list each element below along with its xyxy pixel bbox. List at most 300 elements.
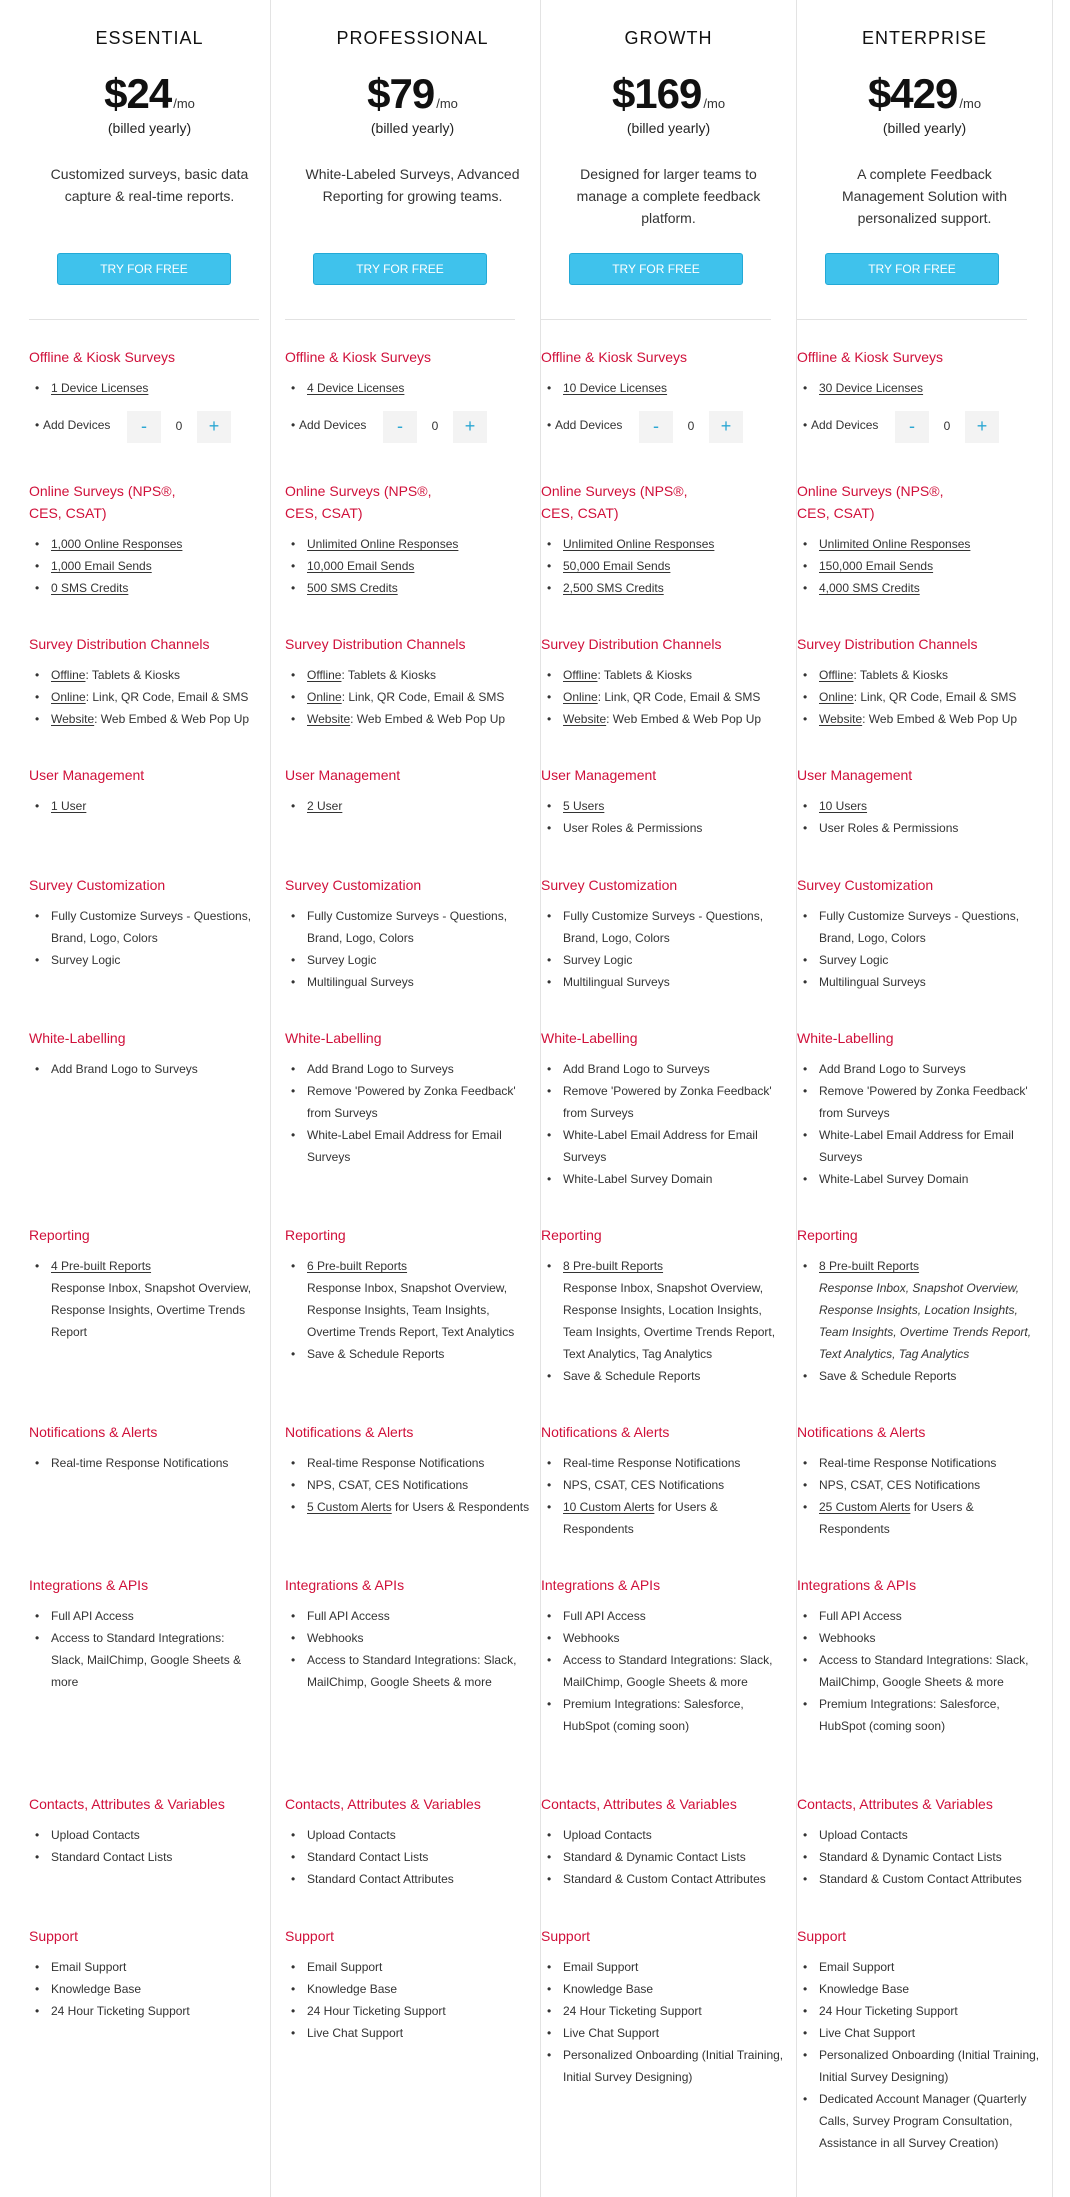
list-item: [285, 1649, 530, 1693]
section-title: Reporting: [29, 1227, 90, 1243]
feature-list: [29, 1255, 260, 1343]
add-devices-stepper: [29, 411, 260, 443]
feature-text: Knowledge Base: [563, 1982, 654, 1996]
list-item: [29, 949, 260, 971]
feature-section-offline: [285, 346, 530, 443]
section-title: White-Labelling: [29, 1030, 126, 1046]
list-item: [797, 1846, 1042, 1868]
feature-list: [285, 533, 530, 599]
list-item: [285, 1496, 530, 1518]
feature-list: [541, 1452, 786, 1540]
channel-detail: : Web Embed & Web Pop Up: [606, 712, 762, 726]
feature-text: Full API Access: [563, 1609, 646, 1623]
increment-button[interactable]: +: [453, 411, 487, 443]
list-item: [29, 1255, 260, 1343]
feature-list: [797, 795, 1042, 839]
list-item: [29, 577, 260, 599]
list-item: [285, 2000, 530, 2022]
feature-section-offline: [29, 346, 260, 443]
feature-link[interactable]: 6 Pre-built Reports: [307, 1259, 408, 1273]
list-item: [797, 1868, 1042, 1890]
feature-text: Webhooks: [563, 1631, 620, 1645]
channel-link[interactable]: Offline: [307, 668, 342, 682]
feature-section-support: [29, 1925, 260, 2022]
feature-text: Survey Logic: [563, 953, 633, 967]
section-title: Offline & Kiosk Surveys: [797, 349, 944, 365]
feature-text: Add Brand Logo to Surveys: [307, 1062, 454, 1076]
feature-section-distribution: [285, 633, 530, 730]
list-item: [285, 1255, 530, 1343]
list-item: [285, 1868, 530, 1890]
list-item: [797, 577, 1042, 599]
channel-detail: : Web Embed & Web Pop Up: [94, 712, 250, 726]
feature-text: Real-time Response Notifications: [563, 1456, 741, 1470]
try-for-free-button[interactable]: TRY FOR FREE: [57, 253, 231, 285]
section-title: Integrations & APIs: [285, 1577, 405, 1593]
feature-text: Premium Integrations: Salesforce, HubSpot (coming soon): [819, 1697, 1000, 1733]
list-item: [541, 1474, 786, 1496]
section-title: White-Labelling: [285, 1030, 382, 1046]
section-title: White-Labelling: [797, 1030, 894, 1046]
section-title: User Management: [29, 767, 145, 783]
feature-text: Live Chat Support: [563, 2026, 660, 2040]
section-title: Survey Customization: [797, 877, 934, 893]
device-licenses-link[interactable]: 4 Device Licenses: [307, 381, 405, 395]
feature-section-online: [797, 480, 1042, 599]
feature-link[interactable]: 4,000 SMS Credits: [819, 581, 920, 595]
list-item: [797, 2088, 1042, 2154]
feature-list: [541, 795, 786, 839]
list-item: [541, 2000, 786, 2022]
feature-section-reporting: [285, 1224, 530, 1365]
price-row: [29, 70, 270, 118]
list-item: [797, 1080, 1042, 1124]
feature-text: Survey Logic: [307, 953, 377, 967]
feature-section-users: [797, 764, 1042, 839]
list-item: [29, 2000, 260, 2022]
channel-link[interactable]: Online: [51, 690, 86, 704]
list-item: [541, 1649, 786, 1693]
feature-text: Knowledge Base: [307, 1982, 398, 1996]
list-item: [541, 1605, 786, 1627]
feature-list: [29, 533, 260, 599]
device-licenses-link[interactable]: 30 Device Licenses: [819, 381, 924, 395]
feature-text: Standard Contact Lists: [51, 1850, 173, 1864]
add-devices-label: • Add Devices: [285, 418, 366, 432]
list-item: [285, 971, 530, 993]
feature-text: Remove 'Powered by Zonka Feedback' from Surveys: [307, 1084, 516, 1120]
increment-button[interactable]: +: [965, 411, 999, 443]
feature-link[interactable]: 10 Users: [819, 799, 868, 813]
section-title: Offline & Kiosk Surveys: [29, 349, 176, 365]
list-item: [285, 1605, 530, 1627]
list-item: [285, 795, 530, 817]
add-devices-stepper: [541, 411, 786, 443]
decrement-button[interactable]: -: [639, 411, 673, 443]
price-period: /mo: [173, 96, 195, 111]
feature-section-alerts: [29, 1421, 260, 1474]
feature-list: [285, 377, 530, 399]
feature-link[interactable]: Unlimited Online Responses: [307, 537, 459, 551]
list-item: [541, 1168, 786, 1190]
list-item: [541, 1978, 786, 2000]
feature-text: for Users & Respondents: [563, 1500, 718, 1536]
channel-link[interactable]: Website: [307, 712, 351, 726]
device-quantity[interactable]: 0: [175, 419, 183, 433]
section-title: Reporting: [285, 1227, 346, 1243]
feature-section-whitelabel: [541, 1027, 786, 1190]
add-devices-label: • Add Devices: [29, 418, 110, 432]
feature-list: [797, 533, 1042, 599]
feature-link[interactable]: 150,000 Email Sends: [819, 559, 934, 573]
feature-section-offline: [797, 346, 1042, 443]
channel-link[interactable]: Website: [819, 712, 863, 726]
feature-text: Remove 'Powered by Zonka Feedback' from Surveys: [819, 1084, 1028, 1120]
list-item: [797, 1058, 1042, 1080]
price: $429: [867, 70, 958, 117]
device-licenses-link[interactable]: 10 Device Licenses: [563, 381, 668, 395]
section-title: Support: [797, 1928, 847, 1944]
plan-column-growth: [541, 0, 797, 2197]
feature-text: Webhooks: [819, 1631, 876, 1645]
list-item: [797, 1978, 1042, 2000]
feature-text: Full API Access: [307, 1609, 390, 1623]
section-title: Survey Customization: [285, 877, 422, 893]
list-item: [541, 377, 786, 399]
feature-link[interactable]: 2,500 SMS Credits: [563, 581, 664, 595]
list-item: [541, 795, 786, 817]
feature-section-online: [285, 480, 530, 599]
list-item: [797, 1693, 1042, 1737]
list-item: [285, 1956, 530, 1978]
section-title: Survey Distribution Channels: [29, 636, 210, 652]
feature-link[interactable]: 10,000 Email Sends: [307, 559, 415, 573]
list-item: [29, 795, 260, 817]
plan-column-enterprise: [797, 0, 1053, 2197]
list-item: [797, 2000, 1042, 2022]
channel-detail: : Link, QR Code, Email & SMS: [853, 690, 1017, 704]
list-item: [285, 1474, 530, 1496]
feature-link[interactable]: 5 Custom Alerts: [307, 1500, 392, 1514]
feature-text: Standard & Dynamic Contact Lists: [819, 1850, 1002, 1864]
feature-list: [541, 533, 786, 599]
list-item: [285, 949, 530, 971]
feature-text: User Roles & Permissions: [819, 821, 959, 835]
feature-list: [29, 1452, 260, 1474]
add-devices-stepper: [797, 411, 1042, 443]
list-item: [29, 1956, 260, 1978]
section-title: Notifications & Alerts: [29, 1424, 158, 1440]
list-item: [29, 1627, 260, 1693]
list-item: [797, 1649, 1042, 1693]
feature-text: Upload Contacts: [563, 1828, 652, 1842]
feature-list: [285, 905, 530, 993]
section-title: Integrations & APIs: [797, 1577, 917, 1593]
price-period: /mo: [703, 96, 726, 111]
device-licenses-link[interactable]: 1 Device Licenses: [51, 381, 149, 395]
feature-list: [797, 1956, 1042, 2154]
list-item: [285, 1452, 530, 1474]
list-item: [285, 1846, 530, 1868]
list-item: [541, 971, 786, 993]
feature-text: Knowledge Base: [819, 1982, 910, 1996]
list-item: [285, 664, 530, 686]
feature-link[interactable]: 8 Pre-built Reports: [819, 1259, 920, 1273]
divider: [797, 319, 1027, 320]
plan-name: ESSENTIAL: [95, 28, 204, 48]
feature-list: [285, 1058, 530, 1168]
feature-link[interactable]: 5 Users: [563, 799, 605, 813]
feature-link[interactable]: 50,000 Email Sends: [563, 559, 671, 573]
channel-link[interactable]: Online: [307, 690, 342, 704]
feature-list: [541, 1255, 786, 1387]
feature-text: Survey Logic: [819, 953, 889, 967]
channel-link[interactable]: Website: [563, 712, 607, 726]
device-quantity[interactable]: 0: [943, 419, 951, 433]
feature-list: [541, 377, 786, 399]
feature-section-reporting: [797, 1224, 1042, 1387]
channel-link[interactable]: Online: [563, 690, 598, 704]
feature-list: [541, 1605, 786, 1737]
feature-section-users: [285, 764, 530, 817]
channel-link[interactable]: Offline: [819, 668, 854, 682]
list-item: [29, 905, 260, 949]
plan-description: Designed for larger teams to manage a complete feedback platform.: [576, 166, 761, 226]
list-item: [541, 664, 786, 686]
feature-text: Upload Contacts: [819, 1828, 908, 1842]
section-title: Survey Distribution Channels: [797, 636, 978, 652]
feature-list: [541, 1956, 786, 2088]
list-item: [541, 1452, 786, 1474]
feature-link[interactable]: 10 Custom Alerts: [563, 1500, 655, 1514]
list-item: [797, 2022, 1042, 2044]
device-quantity[interactable]: 0: [431, 419, 439, 433]
feature-section-distribution: [29, 633, 260, 730]
feature-text: Save & Schedule Reports: [307, 1347, 445, 1361]
feature-list: [29, 1824, 260, 1868]
list-item: [797, 377, 1042, 399]
feature-text: Survey Logic: [51, 953, 121, 967]
channel-detail: : Tablets & Kiosks: [853, 668, 948, 682]
feature-section-online: [541, 480, 786, 599]
feature-text: Full API Access: [51, 1609, 134, 1623]
feature-section-contacts: [29, 1793, 260, 1868]
plan-column-essential: [29, 0, 271, 2197]
feature-list: [285, 1255, 530, 1365]
try-for-free-button[interactable]: TRY FOR FREE: [569, 253, 743, 285]
feature-text: Standard Contact Lists: [307, 1850, 429, 1864]
channel-link[interactable]: Offline: [51, 668, 86, 682]
report-list: Response Inbox, Snapshot Overview, Response Insights, Team Insights, Overtime Trends Report, Text Analytics: [307, 1281, 515, 1339]
section-title: User Management: [285, 767, 401, 783]
try-for-free-button[interactable]: TRY FOR FREE: [825, 253, 999, 285]
section-title: Support: [285, 1928, 335, 1944]
plan-name: PROFESSIONAL: [336, 28, 489, 48]
list-item: [541, 905, 786, 949]
list-item: [797, 817, 1042, 839]
section-title: Contacts, Attributes & Variables: [797, 1796, 993, 1812]
list-item: [797, 555, 1042, 577]
list-item: [797, 1824, 1042, 1846]
list-item: [541, 1365, 786, 1387]
list-item: [541, 686, 786, 708]
channel-detail: : Link, QR Code, Email & SMS: [85, 690, 249, 704]
section-title: Online Surveys (NPS®, CES, CSAT): [541, 483, 688, 521]
list-item: [797, 971, 1042, 993]
list-item: [285, 577, 530, 599]
feature-list: [797, 377, 1042, 399]
section-title: Offline & Kiosk Surveys: [541, 349, 688, 365]
channel-link[interactable]: Website: [51, 712, 95, 726]
decrement-button[interactable]: -: [127, 411, 161, 443]
section-title: White-Labelling: [541, 1030, 638, 1046]
feature-link[interactable]: 1,000 Online Responses: [51, 537, 183, 551]
feature-text: Access to Standard Integrations: Slack, MailChimp, Google Sheets & more: [563, 1653, 773, 1689]
feature-list: [29, 1605, 260, 1693]
feature-link[interactable]: 0 SMS Credits: [51, 581, 129, 595]
price: $79: [367, 70, 435, 117]
list-item: [797, 533, 1042, 555]
divider: [285, 319, 515, 320]
list-item: [541, 1058, 786, 1080]
channel-detail: : Tablets & Kiosks: [341, 668, 436, 682]
list-item: [797, 1452, 1042, 1474]
price-period: /mo: [436, 96, 458, 111]
feature-text: Personalized Onboarding (Initial Training, Initial Survey Designing): [819, 2048, 1040, 2084]
feature-section-contacts: [285, 1793, 530, 1890]
section-title: Survey Distribution Channels: [541, 636, 722, 652]
feature-list: [285, 1605, 530, 1693]
plan-description: Customized surveys, basic data capture & real-time reports.: [50, 166, 249, 204]
feature-link[interactable]: Unlimited Online Responses: [563, 537, 715, 551]
feature-text: Save & Schedule Reports: [563, 1369, 701, 1383]
list-item: [797, 1168, 1042, 1190]
feature-section-support: [797, 1925, 1042, 2154]
list-item: [29, 377, 260, 399]
feature-list: [29, 905, 260, 971]
billing-note: (billed yearly): [370, 120, 455, 136]
feature-list: [541, 664, 786, 730]
channel-detail: : Tablets & Kiosks: [597, 668, 692, 682]
feature-text: 24 Hour Ticketing Support: [51, 2004, 190, 2018]
feature-text: Fully Customize Surveys - Questions, Brand, Logo, Colors: [51, 909, 252, 945]
feature-text: Add Brand Logo to Surveys: [51, 1062, 198, 1076]
feature-text: NPS, CSAT, CES Notifications: [819, 1478, 981, 1492]
feature-section-offline: [541, 346, 786, 443]
feature-list: [797, 1824, 1042, 1890]
list-item: [285, 686, 530, 708]
feature-list: [797, 664, 1042, 730]
section-title: User Management: [541, 767, 657, 783]
feature-text: Multilingual Surveys: [563, 975, 670, 989]
feature-link[interactable]: 1,000 Email Sends: [51, 559, 152, 573]
list-item: [285, 2022, 530, 2044]
report-list: Response Inbox, Snapshot Overview, Response Insights, Overtime Trends Report: [51, 1281, 252, 1339]
feature-list: [797, 1605, 1042, 1737]
feature-link[interactable]: 4 Pre-built Reports: [51, 1259, 152, 1273]
feature-link[interactable]: 1 User: [51, 799, 87, 813]
decrement-button[interactable]: -: [383, 411, 417, 443]
section-title: Notifications & Alerts: [797, 1424, 926, 1440]
increment-button[interactable]: +: [197, 411, 231, 443]
feature-link[interactable]: Unlimited Online Responses: [819, 537, 971, 551]
feature-text: Real-time Response Notifications: [307, 1456, 485, 1470]
list-item: [285, 1824, 530, 1846]
channel-detail: : Link, QR Code, Email & SMS: [341, 690, 505, 704]
list-item: [541, 1627, 786, 1649]
device-quantity[interactable]: 0: [687, 419, 695, 433]
list-item: [797, 1124, 1042, 1168]
add-devices-label: • Add Devices: [797, 418, 878, 432]
list-item: [797, 905, 1042, 949]
feature-section-online: [29, 480, 260, 599]
list-item: [541, 949, 786, 971]
price-row: [797, 70, 1052, 118]
feature-list: [29, 1956, 260, 2022]
feature-section-customization: [797, 874, 1042, 993]
feature-list: [797, 905, 1042, 993]
channel-link[interactable]: Offline: [563, 668, 598, 682]
section-title: Survey Customization: [541, 877, 678, 893]
feature-text: Standard & Custom Contact Attributes: [819, 1872, 1022, 1886]
feature-link[interactable]: 2 User: [307, 799, 343, 813]
feature-list: [285, 664, 530, 730]
list-item: [29, 555, 260, 577]
plan-column-professional: [285, 0, 541, 2197]
list-item: [541, 533, 786, 555]
list-item: [541, 1956, 786, 1978]
feature-text: Personalized Onboarding (Initial Training, Initial Survey Designing): [563, 2048, 784, 2084]
price: $169: [611, 70, 702, 117]
feature-section-integrations: [285, 1574, 530, 1693]
feature-section-alerts: [541, 1421, 786, 1540]
list-item: [29, 1605, 260, 1627]
feature-list: [797, 1452, 1042, 1540]
feature-link[interactable]: 8 Pre-built Reports: [563, 1259, 664, 1273]
list-item: [541, 708, 786, 730]
list-item: [285, 533, 530, 555]
list-item: [541, 1868, 786, 1890]
list-item: [797, 2044, 1042, 2088]
feature-section-alerts: [285, 1421, 530, 1518]
list-item: [29, 686, 260, 708]
feature-text: Live Chat Support: [819, 2026, 916, 2040]
report-list: Response Inbox, Snapshot Overview, Response Insights, Location Insights, Team Insights, Overtime Trends Report, Text Analytics, Tag Analytics: [819, 1281, 1032, 1361]
list-item: [29, 1058, 260, 1080]
feature-text: Upload Contacts: [307, 1828, 396, 1842]
feature-link[interactable]: 25 Custom Alerts: [819, 1500, 911, 1514]
decrement-button[interactable]: -: [895, 411, 929, 443]
list-item: [285, 1627, 530, 1649]
list-item: [797, 1255, 1042, 1365]
feature-text: Access to Standard Integrations: Slack, MailChimp, Google Sheets & more: [51, 1631, 242, 1689]
add-devices-label: • Add Devices: [541, 418, 622, 432]
feature-text: Email Support: [307, 1960, 383, 1974]
channel-link[interactable]: Online: [819, 690, 854, 704]
section-title: Contacts, Attributes & Variables: [285, 1796, 481, 1812]
feature-text: White-Label Email Address for Email Surveys: [819, 1128, 1014, 1164]
feature-text: User Roles & Permissions: [563, 821, 703, 835]
report-list: Response Inbox, Snapshot Overview, Response Insights, Location Insights, Team Insights, Overtime Trends Report, Text Analytics, Tag Analytics: [563, 1281, 776, 1361]
feature-link[interactable]: 500 SMS Credits: [307, 581, 398, 595]
list-item: [541, 1693, 786, 1737]
feature-section-whitelabel: [797, 1027, 1042, 1190]
section-title: Online Surveys (NPS®, CES, CSAT): [29, 483, 176, 521]
feature-text: Email Support: [51, 1960, 127, 1974]
feature-text: Multilingual Surveys: [819, 975, 926, 989]
try-for-free-button[interactable]: TRY FOR FREE: [313, 253, 487, 285]
increment-button[interactable]: +: [709, 411, 743, 443]
